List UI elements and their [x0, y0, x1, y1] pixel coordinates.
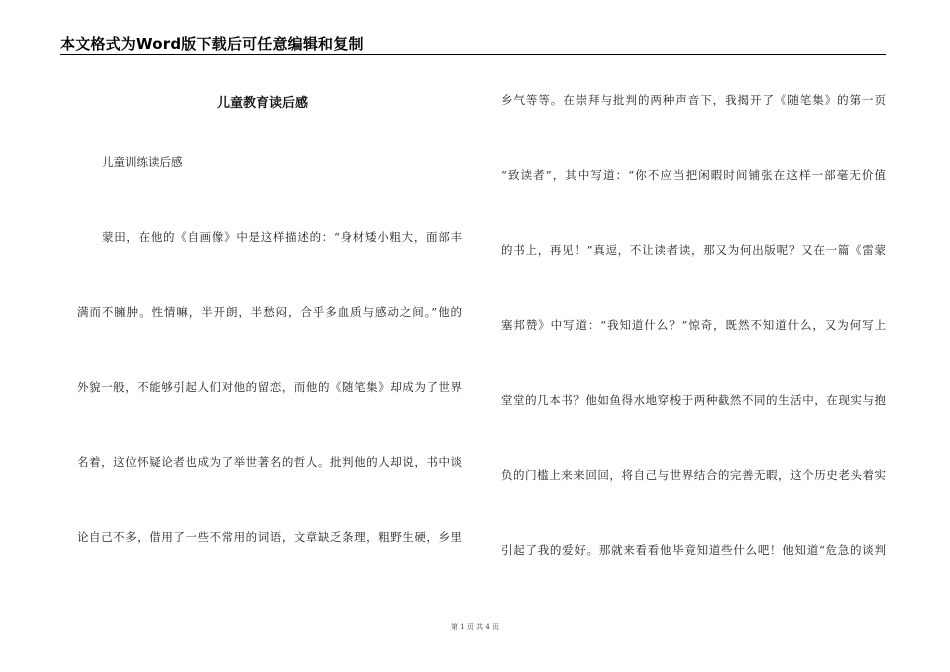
page-number-footer: 第 1 页 共 4 页	[450, 623, 500, 631]
document-title: 儿童教育读后感	[217, 96, 309, 111]
right-line-3: 的书上，再见！”真逗，不让读者读，那又为何出版呢？又在一篇《雷蒙	[501, 243, 886, 257]
left-line-4: 名着，这位怀疑论者也成为了举世著名的哲人。批判他的人却说，书中谈	[77, 455, 462, 469]
left-line-5: 论自己不多，借用了一些不常用的词语，文章缺乏条理，粗野生硬，乡里	[77, 530, 462, 544]
left-line-subtitle: 儿童训练读后感	[102, 155, 183, 169]
right-line-1: 乡气等等。在崇拜与批判的两种声音下，我揭开了《随笔集》的第一页	[501, 93, 886, 107]
header-divider	[60, 54, 886, 55]
left-line-2: 满而不臃肿。性情嘛，半开朗，半愁闷，合乎多血质与感动之间。”他的	[77, 305, 462, 319]
left-line-1: 蒙田，在他的《自画像》中是这样描述的：“身材矮小粗大，面部丰	[102, 230, 462, 244]
right-line-2: “致读者”，其中写道：“你不应当把闲暇时间铺张在这样一部毫无价值	[501, 168, 886, 182]
right-line-5: 堂堂的几本书？他如鱼得水地穿梭于两种截然不同的生活中，在现实与抱	[501, 393, 886, 407]
left-line-3: 外貌一般，不能够引起人们对他的留恋，而他的《随笔集》却成为了世界	[77, 380, 462, 394]
right-line-4: 塞邦赞》中写道：“我知道什么？”惊奇，既然不知道什么，又为何写上	[501, 318, 886, 332]
right-line-6: 负的门槛上来来回回，将自己与世界结合的完善无暇，这个历史老头着实	[501, 468, 886, 482]
right-line-7: 引起了我的爱好。那就来看看他毕竟知道些什么吧！他知道“危急的谈判	[501, 543, 886, 557]
page-header-title: 本文格式为Word版下载后可任意编辑和复制	[60, 35, 364, 53]
